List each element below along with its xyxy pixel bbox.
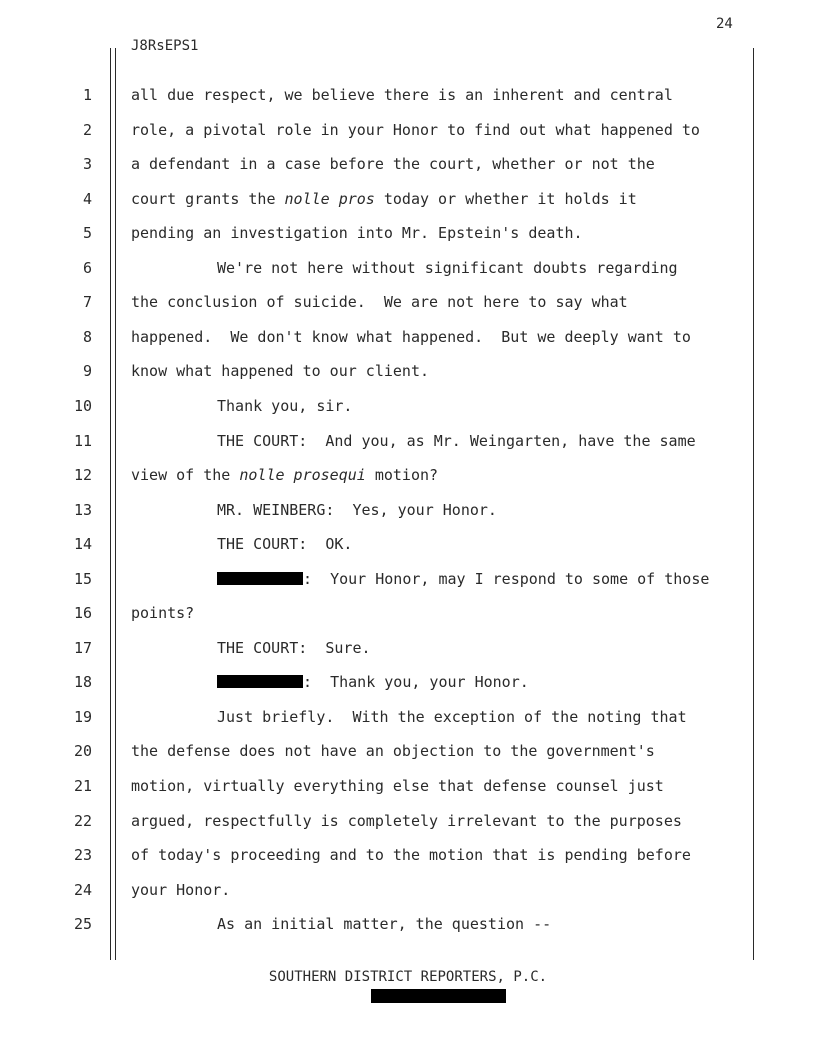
line-text-segment: As an initial matter, the question --	[217, 915, 552, 933]
line-number: 17	[73, 639, 92, 657]
line-text-segment: of today's proceeding and to the motion that is pending before	[131, 846, 691, 864]
transcript-line	[131, 155, 655, 173]
footer-reporter: SOUTHERN DISTRICT REPORTERS, P.C.	[268, 969, 548, 985]
right-margin-rule	[753, 48, 754, 960]
line-text-segment: the defense does not have an objection to the government's	[131, 742, 655, 760]
line-text-segment: Thank you, sir.	[217, 397, 353, 415]
line-number: 12	[73, 466, 92, 484]
transcript-line	[217, 259, 678, 277]
transcript-line	[131, 846, 691, 864]
line-text-segment: view of the	[131, 466, 240, 484]
line-text-segment: all due respect, we believe there is an inherent and central	[131, 86, 673, 104]
transcript-line	[217, 639, 371, 657]
line-text-segment: pending an investigation into Mr. Epstein's death.	[131, 224, 583, 242]
transcript-line	[217, 708, 687, 726]
line-text-segment: motion, virtually everything else that defense counsel just	[131, 777, 664, 795]
line-number: 6	[82, 259, 92, 277]
line-text-segment: MR. WEINBERG: Yes, your Honor.	[217, 501, 497, 519]
footer-redaction-bar	[371, 989, 506, 1003]
line-text-segment: THE COURT: Sure.	[217, 639, 371, 657]
line-number: 7	[82, 293, 92, 311]
left-margin-rule-outer	[110, 48, 111, 960]
transcript-line	[131, 466, 438, 484]
transcript-line	[131, 328, 691, 346]
transcript-line	[217, 673, 529, 691]
left-margin-rule-inner	[115, 48, 116, 960]
case-code: J8RsEPS1	[131, 38, 199, 54]
line-text-segment: role, a pivotal role in your Honor to find out what happened to	[131, 121, 700, 139]
transcript-line	[131, 190, 637, 208]
page-number: 24	[716, 16, 733, 32]
transcript-line	[131, 742, 655, 760]
transcript-line	[217, 535, 352, 553]
transcript-line	[131, 812, 682, 830]
line-number: 3	[82, 155, 92, 173]
transcript-line	[217, 915, 551, 933]
line-number: 14	[73, 535, 92, 553]
line-text-segment: a defendant in a case before the court, whether or not the	[131, 155, 655, 173]
line-number: 11	[73, 432, 92, 450]
line-text-segment: : Thank you, your Honor.	[303, 673, 529, 691]
line-number: 15	[73, 570, 92, 588]
transcript-line	[131, 224, 583, 242]
transcript-line	[131, 86, 673, 104]
transcript-line	[217, 397, 352, 415]
transcript-line	[131, 604, 194, 622]
line-number: 5	[82, 224, 92, 242]
transcript-line	[217, 570, 709, 588]
line-number: 8	[82, 328, 92, 346]
transcript-line	[217, 432, 696, 450]
line-text-segment: argued, respectfully is completely irrelevant to the purposes	[131, 812, 682, 830]
transcript-line	[131, 881, 230, 899]
line-text-segment: know what happened to our client.	[131, 362, 430, 380]
line-number: 1	[82, 86, 92, 104]
transcript-line	[131, 777, 664, 795]
line-text-segment: happened. We don't know what happened. But we deeply want to	[131, 328, 691, 346]
line-number: 20	[73, 742, 92, 760]
speaker-redaction-bar	[217, 675, 303, 688]
line-text-segment: the conclusion of suicide. We are not here to say what	[131, 293, 628, 311]
transcript-line	[131, 293, 628, 311]
italic-term: nolle prosequi	[239, 466, 366, 484]
line-text-segment: your Honor.	[131, 881, 231, 899]
line-text-segment: court grants the	[131, 190, 285, 208]
line-number: 22	[73, 812, 92, 830]
speaker-redaction-bar	[217, 572, 303, 585]
line-text-segment: motion?	[365, 466, 439, 484]
line-number: 19	[73, 708, 92, 726]
line-number: 10	[73, 397, 92, 415]
line-number: 9	[82, 362, 92, 380]
line-text-segment: We're not here without significant doubts regarding	[217, 259, 678, 277]
line-text-segment: points?	[131, 604, 195, 622]
line-number: 25	[73, 915, 92, 933]
line-number: 24	[73, 881, 92, 899]
line-number: 13	[73, 501, 92, 519]
line-number: 21	[73, 777, 92, 795]
transcript-line	[131, 362, 429, 380]
line-number: 23	[73, 846, 92, 864]
line-number: 18	[73, 673, 92, 691]
line-text-segment: : Your Honor, may I respond to some of those	[303, 570, 710, 588]
line-number: 4	[82, 190, 92, 208]
line-text-segment: today or whether it holds it	[374, 190, 637, 208]
transcript-line	[131, 121, 700, 139]
italic-term: nolle pros	[284, 190, 375, 208]
line-text-segment: Just briefly. With the exception of the noting that	[217, 708, 687, 726]
line-number: 2	[82, 121, 92, 139]
transcript-line	[217, 501, 497, 519]
line-text-segment: THE COURT: OK.	[217, 535, 353, 553]
line-number: 16	[73, 604, 92, 622]
line-text-segment: THE COURT: And you, as Mr. Weingarten, have the same	[217, 432, 696, 450]
